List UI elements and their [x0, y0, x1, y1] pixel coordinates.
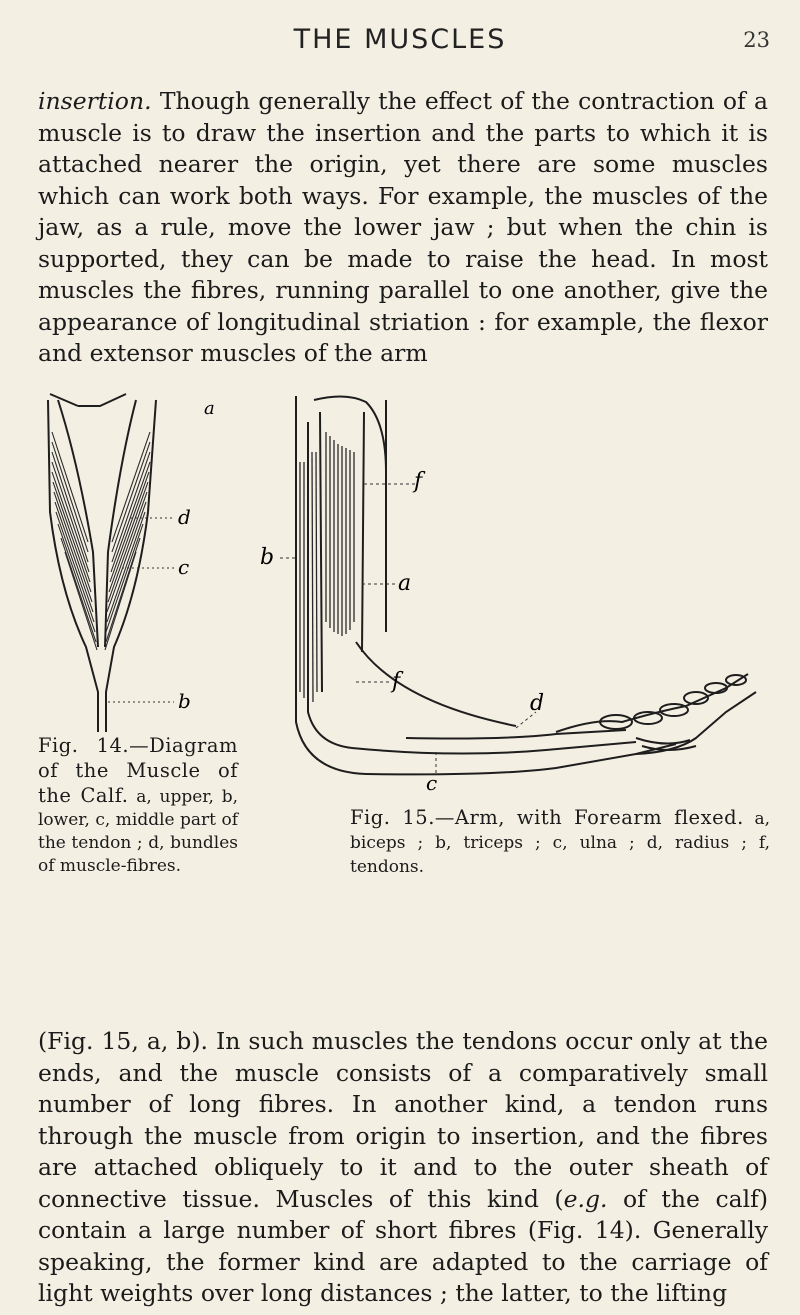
paragraph-2: [38, 1026, 768, 1310]
fig15-label-f-mid: f: [392, 669, 401, 694]
running-head: THE MUSCLES: [293, 24, 507, 55]
paragraph-1: [38, 86, 768, 370]
fig15-label-d: d: [530, 691, 545, 716]
figure-15-illustration: [256, 392, 772, 792]
fig14-label-c: c: [178, 555, 190, 579]
figure-14-caption-label: Fig. 14.—Diagram of the Muscle of the Calf.: [38, 734, 238, 807]
figure-15-caption-text: a, biceps ; b, triceps ; c, ulna ; d, radius ; f, tendons.: [350, 809, 770, 877]
figure-15-caption-label: Fig. 15.—Arm, with Forearm flexed.: [350, 806, 744, 829]
page-number: 23: [743, 28, 770, 52]
paragraph-2-text-end: of the calf) contain a large number of short fibres (Fig. 14). Generally speaking, the former kind are adapted to the carriage of light weights over long distances ; the latter, to the lifting: [38, 1184, 768, 1307]
fig15-label-a: a: [398, 571, 412, 596]
figure-14-illustration: [38, 392, 238, 732]
fig14-label-a: a: [204, 398, 215, 419]
fig15-label-f-top: f: [414, 469, 423, 494]
figure-14-caption-text: a, upper, b, lower, c, middle part of the tendon ; d, bundles of muscle-fibres.: [38, 787, 238, 876]
fig15-label-b: b: [260, 545, 275, 570]
figure-15-caption: [350, 806, 770, 879]
fig15-label-c: c: [426, 771, 438, 792]
paragraph-1-text: Though generally the effect of the contraction of a muscle is to draw the insertion and the parts to which it is attached nearer the origin, yet there are some muscles which can work both ways. For example, the muscles of the jaw, as a rule, move the lower jaw ; but when the chin is supported, they can be made to raise the head. In most muscles the fibres, running parallel to one another, give the appearance of longitudinal striation : for example, the flexor and extensor muscles of the arm: [38, 87, 768, 367]
paragraph-2-text-start: (Fig. 15, a, b). In such muscles the tendons occur only at the ends, and the muscle consists of a comparatively small number of long fibres. In another kind, a tendon runs through the muscle from origin to insertion, and the fibres are attached obliquely to it and to the outer sheath of connective tissue. Muscles of this kind (: [38, 1027, 768, 1213]
figure-14-caption: [38, 734, 238, 878]
paragraph-2-italic: e.g.: [563, 1184, 608, 1213]
page-header: [0, 24, 800, 64]
fig14-label-b: b: [178, 689, 191, 713]
lead-word: insertion.: [38, 87, 152, 115]
fig14-label-d: d: [178, 505, 191, 529]
